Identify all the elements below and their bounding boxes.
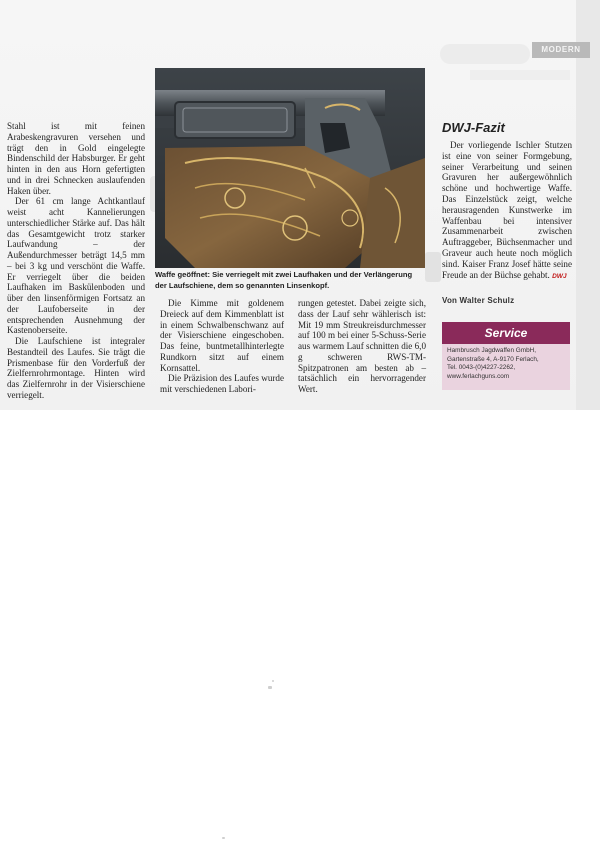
paragraph: Die Präzision des Laufes wurde mit verschiedenen Labori- (160, 373, 284, 394)
show-through-mark (470, 70, 570, 80)
section-tab: MODERN (532, 42, 590, 58)
photo-caption: Waffe geöffnet: Sie verriegelt mit zwei Laufhaken und der Verlängerung der Laufschiene, dem so genannten Linsenkopf. (155, 270, 413, 290)
paragraph: Der 61 cm lange Achtkantlauf weist acht Kannelierungen unterschiedlicher Stärke auf. Das hält das Gesamtgewicht trotz starker Laufwandung – der Außendurchmesser beträgt 14,5 mm – bei 3 kg und verschönt die Waffe. Er verriegelt über die beiden Laufhaken im Baskülenboden und über den linsenförmigen Fortsatz an der Laufoberseite in der entsprechenden Ausnehmung der Kastenoberseite. (7, 196, 145, 336)
service-line: Tel. 0043-(0)4227-2262, (447, 364, 516, 372)
show-through-mark (425, 252, 441, 282)
scan-speck (272, 680, 274, 682)
text-column-left (7, 121, 145, 401)
dwj-end-mark: DWJ (552, 272, 567, 280)
scan-speck (268, 686, 272, 689)
show-through-mark (440, 44, 530, 64)
text-column-middle (160, 298, 284, 395)
paragraph: Die Laufschiene ist integraler Bestandteil des Laufes. Sie trägt die Prismenbase für den Vorderfuß der Zielfernrohrmontage. Hinten wird das Zielfernrohr in der Visierschiene verriegelt. (7, 336, 145, 400)
page-edge-strip (576, 0, 600, 410)
paragraph: Die Kimme mit goldenem Dreieck auf dem Kimmenblatt ist in einem Schwalbenschwanz auf der Visierschiene eingeschoben. Das feine, buntmetallhinterlegte Rundkorn sitzt auf einem Kornsattel. (160, 298, 284, 373)
service-box (442, 322, 570, 390)
scan-speck (222, 837, 225, 839)
service-contact (442, 344, 570, 384)
fazit-heading: DWJ-Fazit (442, 120, 505, 135)
paragraph: Stahl ist mit feinen Arabeskengravuren versehen und trägt den in Gold eingelegte Bindenschild der Habsburger. Er geht hinten in den aus Horn gefertigten und in drei Schnecken auslaufenden Haken über. (7, 121, 145, 196)
fazit-text (442, 140, 572, 282)
author-byline: Von Walter Schulz (442, 296, 515, 305)
paragraph: rungen getestet. Dabei zeigte sich, dass der Lauf sehr wählerisch ist: Mit 19 mm Streukreisdurchmesser auf 100 m bei einer 5-Schuss-Serie aus warmem Lauf schnitten die 6,0 g schweren RWS-TM-Spitzpatronen am besten ab – tatsächlich ein hervorragender Wert. (298, 298, 426, 394)
service-line: Hambrusch Jagdwaffen GmbH, (447, 347, 537, 354)
service-line: www.ferlachguns.com (447, 372, 510, 380)
rifle-photo (155, 68, 425, 268)
service-line: Gartenstraße 4, A-9170 Ferlach, (447, 355, 539, 363)
text-column-right (298, 298, 426, 395)
fazit-body: Der vorliegende Ischler Stutzen ist eine von seiner Formgebung, seiner Verarbeitung und seinen Gravuren her außergewöhnlich schöne und hochwertige Waffe. Das Einzelstück zeigt, welche herausragenden Kunstwerke im Waffenbau bei intensiver Zusammenarbeit zwischen Auftraggeber, Büchsenmacher und Graveur auch heute noch möglich sind. Kaiser Franz Josef hätte seine Freude an der Büchse gehabt. (442, 140, 572, 280)
service-title: Service (442, 322, 570, 344)
